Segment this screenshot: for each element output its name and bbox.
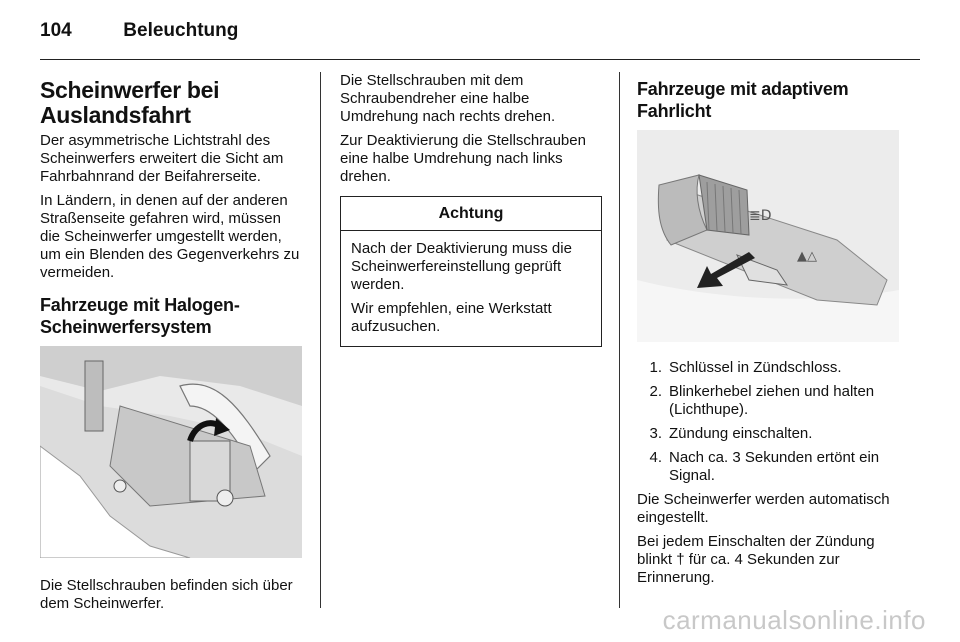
svg-text:▲△: ▲△ xyxy=(797,249,817,264)
paragraph: Die Scheinwerfer werden automatisch eingestellt. xyxy=(637,491,890,526)
headlight-adjust-icon: † xyxy=(676,551,685,568)
column-1 xyxy=(40,72,304,619)
svg-text:≣D: ≣D xyxy=(749,208,772,224)
turn-signal-lever-illustration xyxy=(637,130,899,342)
column-3 xyxy=(637,72,901,593)
warning-text: Wir empfehlen, eine Werkstatt aufzusuchen. xyxy=(351,300,552,335)
header-rule xyxy=(40,59,920,60)
list-item: 2. Blinkerhebel ziehen und halten (Lichthupe). xyxy=(649,383,875,418)
column-2 xyxy=(340,72,602,347)
watermark: carmanualsonline.info xyxy=(662,605,926,635)
paragraph: In Ländern, in denen auf der anderen Straßenseite gefahren wird, müssen die Scheinwerfer umgestellt werden, um ein Blenden des Gegenverkehrs zu vermeiden. xyxy=(40,192,300,281)
heading-adaptive-light: Fahrzeuge mit adaptivem Fahrlicht xyxy=(637,79,849,121)
paragraph: Zur Deaktivierung die Stellschrauben eine halbe Umdrehung nach links drehen. xyxy=(340,132,586,185)
list-item: 3. Zündung einschalten. xyxy=(649,425,813,442)
warning-box xyxy=(340,196,602,347)
page-number: 104 xyxy=(40,20,72,41)
warning-text: Nach der Deaktivierung muss die Scheinwerfereinstellung geprüft werden. xyxy=(351,240,572,293)
paragraph: Bei jedem Einschalten der Zündung blinkt † für ca. 4 Sekunden zur Erinnerung. xyxy=(637,533,875,586)
heading-foreign-driving: Scheinwerfer bei Auslandsfahrt xyxy=(40,77,220,128)
steps-list xyxy=(637,359,901,485)
column-divider-1 xyxy=(320,72,321,608)
warning-title: Achtung xyxy=(341,197,601,231)
section-title: Beleuchtung xyxy=(123,20,239,41)
list-item: 4. Nach ca. 3 Sekunden ertönt ein Signal. xyxy=(649,449,880,484)
image-caption: Die Stellschrauben befinden sich über dem Scheinwerfer. xyxy=(40,577,293,612)
list-item: 1. Schlüssel in Zündschloss. xyxy=(649,359,842,376)
halogen-headlight-illustration xyxy=(40,346,302,558)
subheading-halogen: Fahrzeuge mit Halogen-Scheinwerfersystem xyxy=(40,295,240,337)
page-header xyxy=(40,20,238,42)
column-divider-2 xyxy=(619,72,620,608)
paragraph: Die Stellschrauben mit dem Schraubendreher eine halbe Umdrehung nach rechts drehen. xyxy=(340,72,556,125)
paragraph: Der asymmetrische Lichtstrahl des Scheinwerfers erweitert die Sicht am Fahrbahnrand der Beifahrerseite. xyxy=(40,132,284,185)
